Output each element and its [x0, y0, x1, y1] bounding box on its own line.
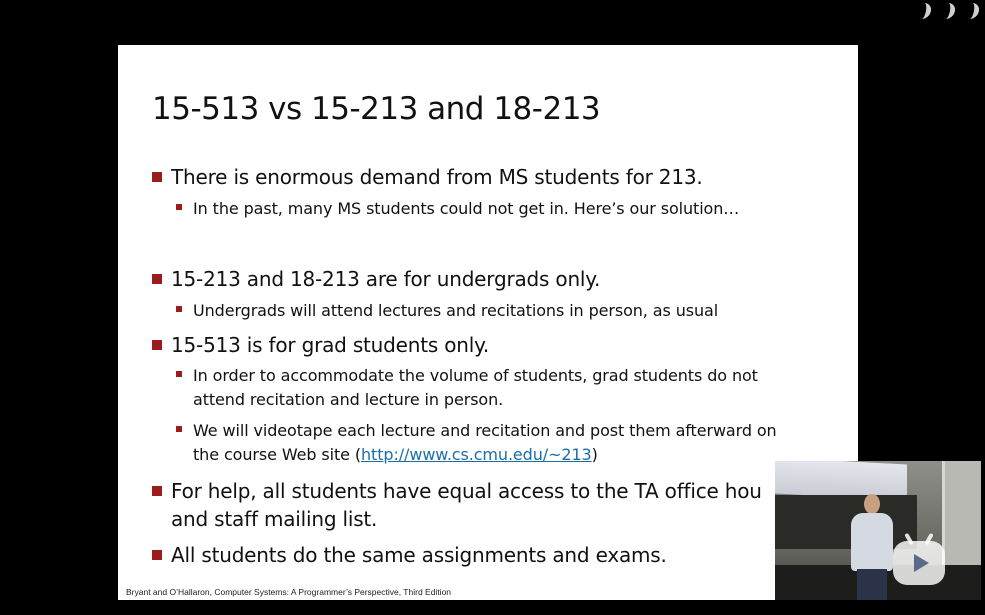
- presenter-video-inset[interactable]: [775, 461, 981, 600]
- bullet-square-icon: [152, 340, 162, 350]
- slide-title: 15-513 vs 15-213 and 18-213: [152, 91, 601, 127]
- bullet-item: There is enormous demand from MS students for 213.: [152, 163, 703, 191]
- sub-bullet-square-icon: [176, 426, 182, 432]
- brand-logo-icon: [916, 0, 979, 22]
- sub-bullet-item: Undergrads will attend lectures and recitations in person, as usual: [176, 299, 718, 323]
- bullet-item: 15-513 is for grad students only.: [152, 331, 489, 359]
- presenter-body: [851, 513, 893, 571]
- sub-bullet-square-icon: [176, 371, 182, 377]
- sub-bullet-item: In the past, many MS students could not get in. Here’s our solution…: [176, 197, 739, 221]
- bullet-square-icon: [152, 172, 162, 182]
- bullet-item: For help, all students have equal access to the TA office hou and staff mailing list.: [152, 477, 762, 505]
- sub-bullet-item: We will videotape each lecture and recitation and post them afterward on the course Web site (http://www.cs.cmu.edu/~213): [176, 419, 777, 443]
- play-badge-icon[interactable]: [893, 541, 945, 585]
- sub-bullet-square-icon: [176, 306, 182, 312]
- bullet-square-icon: [152, 486, 162, 496]
- bullet-item: All students do the same assignments and exams.: [152, 541, 667, 569]
- sub-bullet-square-icon: [176, 204, 182, 210]
- presenter-legs: [857, 569, 887, 600]
- bullet-square-icon: [152, 550, 162, 560]
- course-website-link[interactable]: http://www.cs.cmu.edu/~213: [361, 445, 592, 464]
- lecture-slide: [118, 45, 858, 600]
- presenter-head: [864, 494, 880, 514]
- slide-footer: Bryant and O’Hallaron, Computer Systems: A Programmer’s Perspective, Third Edition: [126, 587, 452, 597]
- bullet-square-icon: [152, 274, 162, 284]
- bullet-item: 15-213 and 18-213 are for undergrads only.: [152, 265, 600, 293]
- play-triangle-icon: [914, 554, 929, 572]
- door: [942, 461, 981, 571]
- sub-bullet-item: In order to accommodate the volume of students, grad students do not attend recitation and lecture in person.: [176, 364, 758, 388]
- blackboard: [775, 495, 917, 549]
